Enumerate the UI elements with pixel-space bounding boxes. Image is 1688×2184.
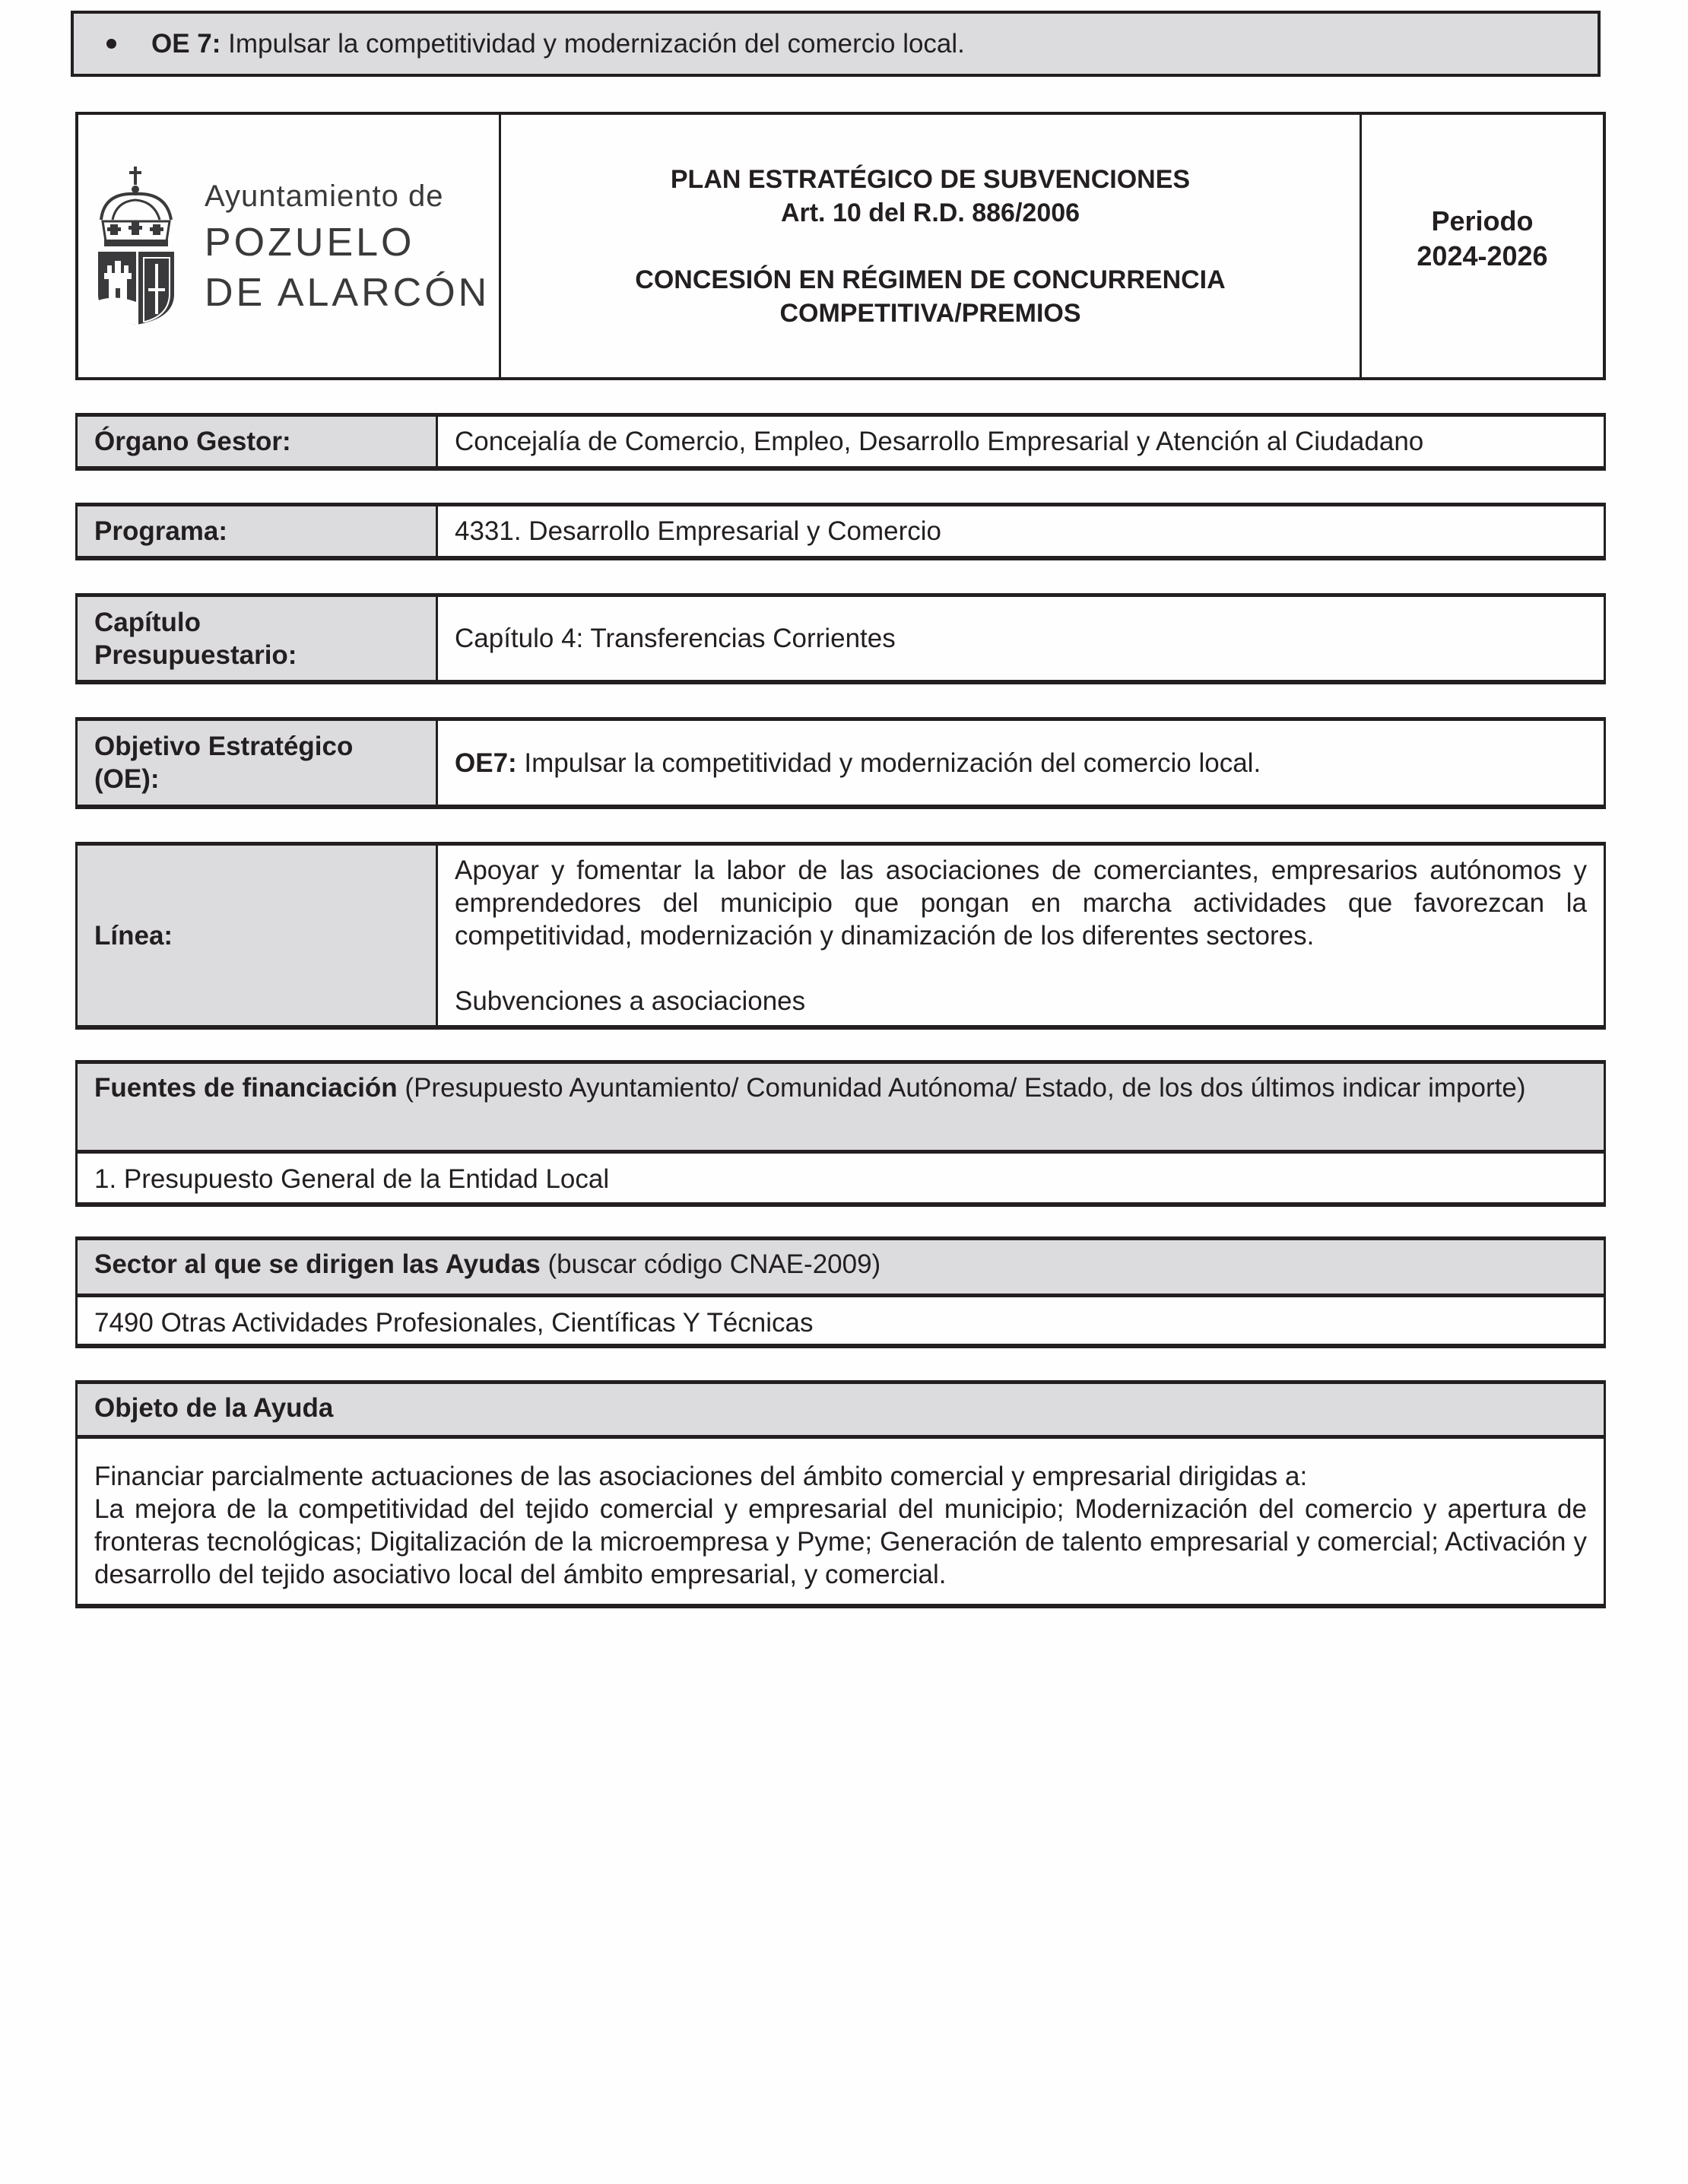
period-cell xyxy=(1362,115,1603,377)
municipality-logo-text xyxy=(205,175,490,318)
linea-label: Línea: xyxy=(78,846,438,1025)
row-linea xyxy=(75,842,1606,1030)
programa-value: 4331. Desarrollo Empresarial y Comercio xyxy=(438,506,1604,556)
logo-line-1: Ayuntamiento de xyxy=(205,179,444,213)
section-sector xyxy=(75,1236,1606,1348)
objetivo-label-line-2: (OE): xyxy=(94,764,160,794)
sector-header xyxy=(78,1240,1604,1297)
objeto-paragraph: La mejora de la competitividad del tejido comercial y empresarial del municipio; Modernización del comercio y apertura de fronteras tecnológicas; Digitalización de la microempresa y Pyme; Generación de talento empresarial y comercial; Activación y desarrollo del tejido asociativo local del ámbito empresarial, y comercial. xyxy=(94,1494,1587,1589)
document-header xyxy=(75,112,1606,380)
fuentes-header xyxy=(78,1064,1604,1154)
linea-paragraph: Apoyar y fomentar la labor de las asociaciones de comerciantes, empresarios autónomos y emprendedores del municipio que pongan en marcha actividades que favorezcan la competitividad, modernización y dinamización de los diferentes sectores. xyxy=(455,855,1587,951)
capitulo-value: Capítulo 4: Transferencias Corrientes xyxy=(438,597,1604,680)
objetivo-value xyxy=(438,721,1604,805)
objetivo-text: Impulsar la competitividad y modernización del comercio local. xyxy=(516,748,1261,778)
capitulo-label-line-1: Capítulo xyxy=(94,607,201,637)
linea-subtitle: Subvenciones a asociaciones xyxy=(455,986,806,1016)
capitulo-label xyxy=(78,597,438,680)
title-line-2: Art. 10 del R.D. 886/2006 xyxy=(780,198,1080,227)
period-label: Periodo xyxy=(1431,205,1534,236)
section-fuentes-financiacion xyxy=(75,1060,1606,1207)
linea-value xyxy=(438,846,1604,1025)
objeto-header: Objeto de la Ayuda xyxy=(78,1384,1604,1439)
row-programa xyxy=(75,503,1606,560)
organo-gestor-label: Órgano Gestor: xyxy=(78,417,438,466)
logo-line-2: POZUELO xyxy=(205,220,415,265)
fuentes-item: 1. Presupuesto General de la Entidad Local xyxy=(94,1164,610,1194)
row-objetivo-estrategico xyxy=(75,717,1606,809)
programa-label: Programa: xyxy=(78,506,438,556)
banner-description: Impulsar la competitividad y modernización del comercio local. xyxy=(221,29,965,59)
sector-note: (buscar código CNAE-2009) xyxy=(540,1249,881,1279)
objeto-body xyxy=(78,1439,1604,1598)
fuentes-note: (Presupuesto Ayuntamiento/ Comunidad Autónoma/ Estado, de los dos últimos indicar importe) xyxy=(397,1073,1526,1103)
objetivo-label-line-1: Objetivo Estratégico xyxy=(94,732,354,761)
title-line-3: CONCESIÓN EN RÉGIMEN DE CONCURRENCIA xyxy=(635,265,1226,294)
sector-body xyxy=(78,1297,1604,1347)
bullet-icon xyxy=(106,39,116,49)
strategic-objective-banner xyxy=(71,11,1601,77)
document-title-cell xyxy=(501,115,1362,377)
logo-line-3: DE ALARCÓN xyxy=(205,270,490,315)
fuentes-body xyxy=(78,1154,1604,1203)
banner-text xyxy=(151,27,965,60)
title-line-1: PLAN ESTRATÉGICO DE SUBVENCIONES xyxy=(670,164,1191,194)
capitulo-label-line-2: Presupuestario: xyxy=(94,640,297,670)
organo-gestor-value: Concejalía de Comercio, Empleo, Desarrollo Empresarial y Atención al Ciudadano xyxy=(438,417,1604,466)
sector-title: Sector al que se dirigen las Ayudas xyxy=(94,1249,541,1279)
coat-of-arms-icon xyxy=(94,167,179,326)
row-organo-gestor xyxy=(75,413,1606,471)
objeto-intro: Financiar parcialmente actuaciones de las asociaciones del ámbito comercial y empresarial dirigidas a: xyxy=(94,1462,1308,1491)
objetivo-label xyxy=(78,721,438,805)
banner-code: OE 7: xyxy=(151,29,221,59)
title-line-4: COMPETITIVA/PREMIOS xyxy=(779,298,1081,328)
period-value: 2024-2026 xyxy=(1417,240,1548,271)
fuentes-title: Fuentes de financiación xyxy=(94,1073,398,1103)
sector-value: 7490 Otras Actividades Profesionales, Científicas Y Técnicas xyxy=(94,1308,814,1338)
objetivo-code: OE7: xyxy=(455,748,517,778)
row-capitulo xyxy=(75,593,1606,684)
logo-cell xyxy=(78,115,501,377)
section-objeto-ayuda xyxy=(75,1380,1606,1608)
